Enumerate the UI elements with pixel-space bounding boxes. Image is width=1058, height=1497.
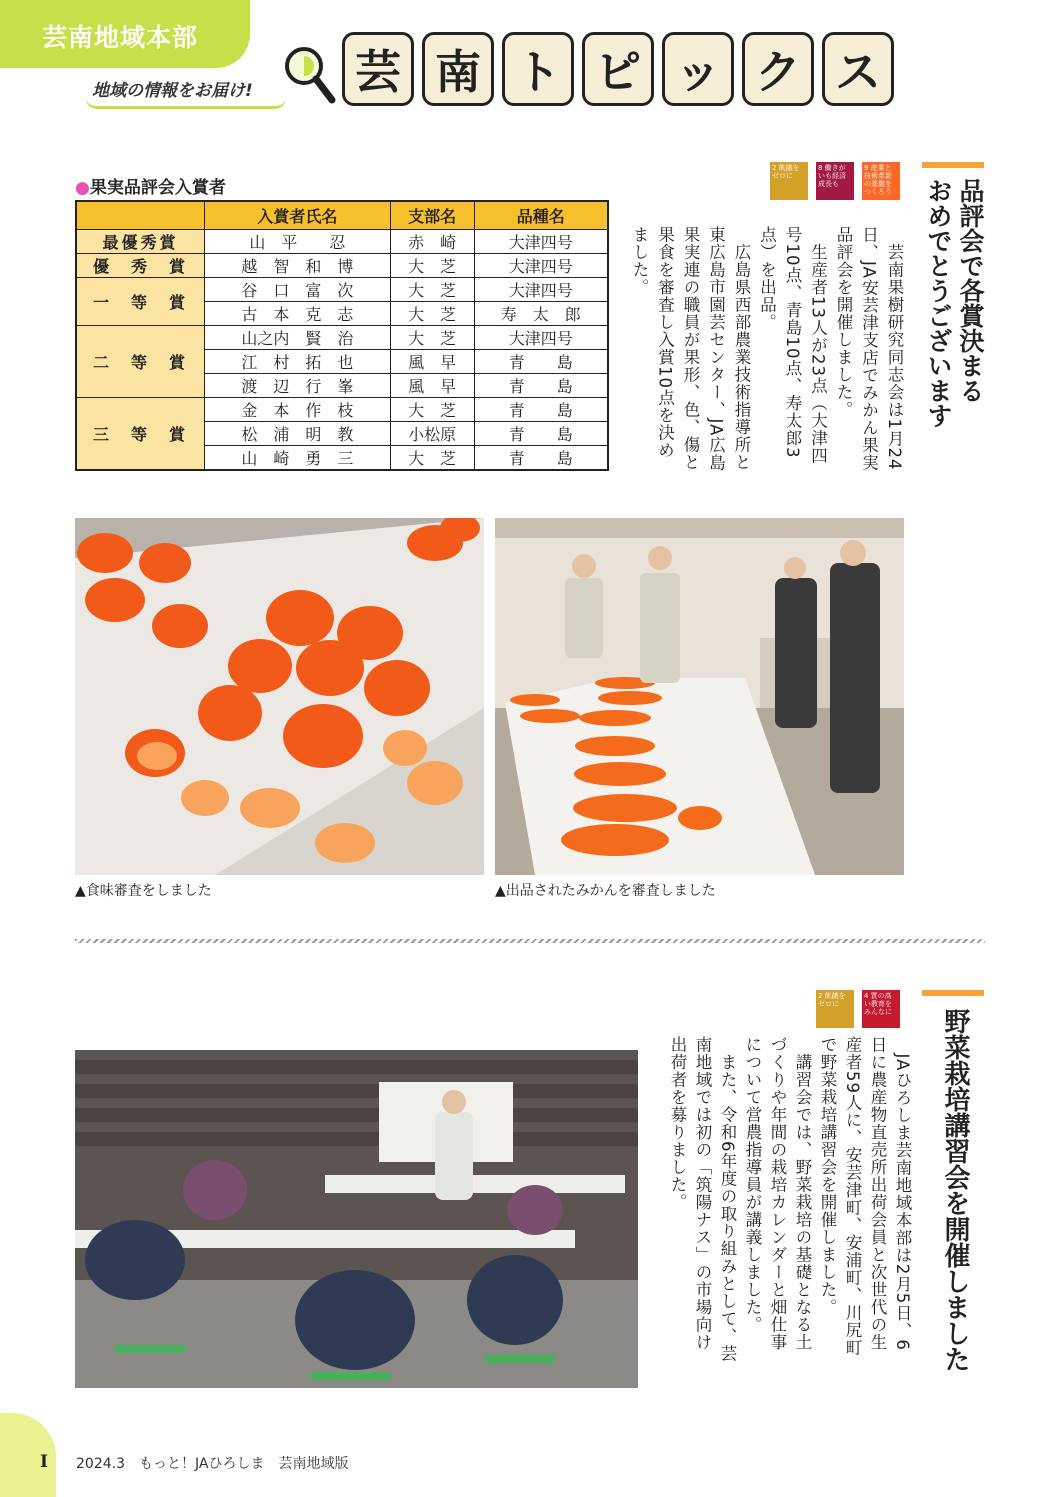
article2-headline: 野菜栽培講習会を開催しました	[940, 1008, 970, 1372]
bullet-icon: ●	[75, 178, 90, 198]
title-char: ッ	[662, 32, 734, 106]
headline-accent-bar	[922, 162, 984, 168]
tagline: 地域の情報をお届け!	[92, 81, 253, 101]
sdg-4-icon: 4 質の高い教育をみんなに	[862, 990, 900, 1028]
awards-table	[75, 200, 609, 471]
winner-name: 古 本 克 志	[205, 302, 391, 326]
winner-name: 山之内 賢 治	[205, 326, 391, 350]
branch-cell: 大 芝	[390, 326, 474, 350]
variety-cell: 大津四号	[474, 254, 608, 278]
title-char: ス	[822, 32, 894, 106]
title-char: 芸	[342, 32, 414, 106]
table-caption	[75, 173, 226, 198]
branch-cell: 大 芝	[390, 398, 474, 422]
page-number: I	[40, 1452, 48, 1472]
branch-cell: 小松原	[390, 422, 474, 446]
award-cell: 優 秀 賞	[76, 254, 205, 278]
award-cell: 最優秀賞	[76, 230, 205, 254]
sdg-8-icon: 8 働きがいも経済成長も	[816, 162, 854, 200]
inspection-photo	[495, 518, 904, 875]
footer-text: 2024.3 もっと！JAひろしま 芸南地域版	[76, 1456, 349, 1472]
table-row	[76, 398, 608, 422]
photo-caption-right: ▲出品されたみかんを審査しました	[495, 883, 716, 899]
sdg-2-icon: 2 飢餓をゼロに	[770, 162, 808, 200]
branch-cell: 大 芝	[390, 446, 474, 471]
title-char: ク	[742, 32, 814, 106]
article1-body: 芸南果樹研究同志会は1月24日、JA安芸津支店でみかん果実品評会を開催しました。 生産者13人が23点（大津四号10点、青島10点、寿太郎3点）を出品。 広島県西部農業技術指導所と東広島市園芸センター、JA広島果実連の職員が果形、色、傷と果食を審査し入賞10点を決めました。	[630, 226, 904, 472]
award-cell: 一 等 賞	[76, 278, 205, 326]
branch-cell: 風 早	[390, 374, 474, 398]
winner-name: 越 智 和 博	[205, 254, 391, 278]
sdg-9-icon: 9 産業と技術革新の基盤をつくろう	[862, 162, 900, 200]
branch-cell: 赤 崎	[390, 230, 474, 254]
winner-name: 金 本 作 枝	[205, 398, 391, 422]
variety-cell: 大津四号	[474, 230, 608, 254]
winner-name: 山 崎 勇 三	[205, 446, 391, 471]
region-label: 芸南地域本部	[42, 23, 199, 52]
headline-accent-bar	[922, 990, 984, 996]
table-row	[76, 278, 608, 302]
title-char: ピ	[582, 32, 654, 106]
winner-name: 山 平 忍	[205, 230, 391, 254]
winner-name: 松 浦 明 教	[205, 422, 391, 446]
award-cell: 二 等 賞	[76, 326, 205, 398]
header-award	[76, 201, 205, 230]
award-cell: 三 等 賞	[76, 398, 205, 471]
photo-caption-left: ▲食味審査をしました	[75, 883, 212, 899]
variety-cell: 寿 太 郎	[474, 302, 608, 326]
variety-cell: 青 島	[474, 398, 608, 422]
winner-name: 江 村 拓 也	[205, 350, 391, 374]
seminar-photo	[75, 1050, 638, 1388]
branch-cell: 大 芝	[390, 254, 474, 278]
header-name: 入賞者氏名	[205, 201, 391, 230]
table-row	[76, 230, 608, 254]
tasting-photo	[75, 518, 484, 875]
sdg-2-icon: 2 飢餓をゼロに	[816, 990, 854, 1028]
variety-cell: 大津四号	[474, 326, 608, 350]
variety-cell: 大津四号	[474, 278, 608, 302]
branch-cell: 風 早	[390, 350, 474, 374]
winner-name: 谷 口 富 次	[205, 278, 391, 302]
header-variety: 品種名	[474, 201, 608, 230]
branch-cell: 大 芝	[390, 278, 474, 302]
title-char: 南	[422, 32, 494, 106]
section-divider	[75, 939, 985, 943]
variety-cell: 青 島	[474, 374, 608, 398]
region-tab	[0, 0, 250, 68]
winner-name: 渡 辺 行 峯	[205, 374, 391, 398]
article2-body: JAひろしま芸南地域本部は2月5日、6日に農産物直売所出荷会員と次世代の生産者59人に、安芸津町、安浦町、川尻町で野菜栽培講習会を開催しました。 講習会では、野菜栽培の基礎となる土づくりや年間の栽培カレンダーと畑仕事について営農指導員が講義しました。 また、令和6年度の取り組みとして、芸南地域では初の「筑陽ナス」の市場向け出荷者を募りました。	[668, 1036, 912, 1363]
title-char: ト	[502, 32, 574, 106]
magnifier-icon	[280, 44, 338, 106]
table-header-row	[76, 201, 608, 230]
article1-headline: 品評会で各賞決まる おめでとうございます	[924, 178, 985, 428]
page-title	[342, 32, 894, 112]
variety-cell: 青 島	[474, 422, 608, 446]
header-branch: 支部名	[390, 201, 474, 230]
tagline-underline	[86, 98, 286, 109]
variety-cell: 青 島	[474, 350, 608, 374]
table-row	[76, 326, 608, 350]
table-row	[76, 254, 608, 278]
variety-cell: 青 島	[474, 446, 608, 471]
table-caption-text: 果実品評会入賞者	[89, 178, 226, 198]
branch-cell: 大 芝	[390, 302, 474, 326]
